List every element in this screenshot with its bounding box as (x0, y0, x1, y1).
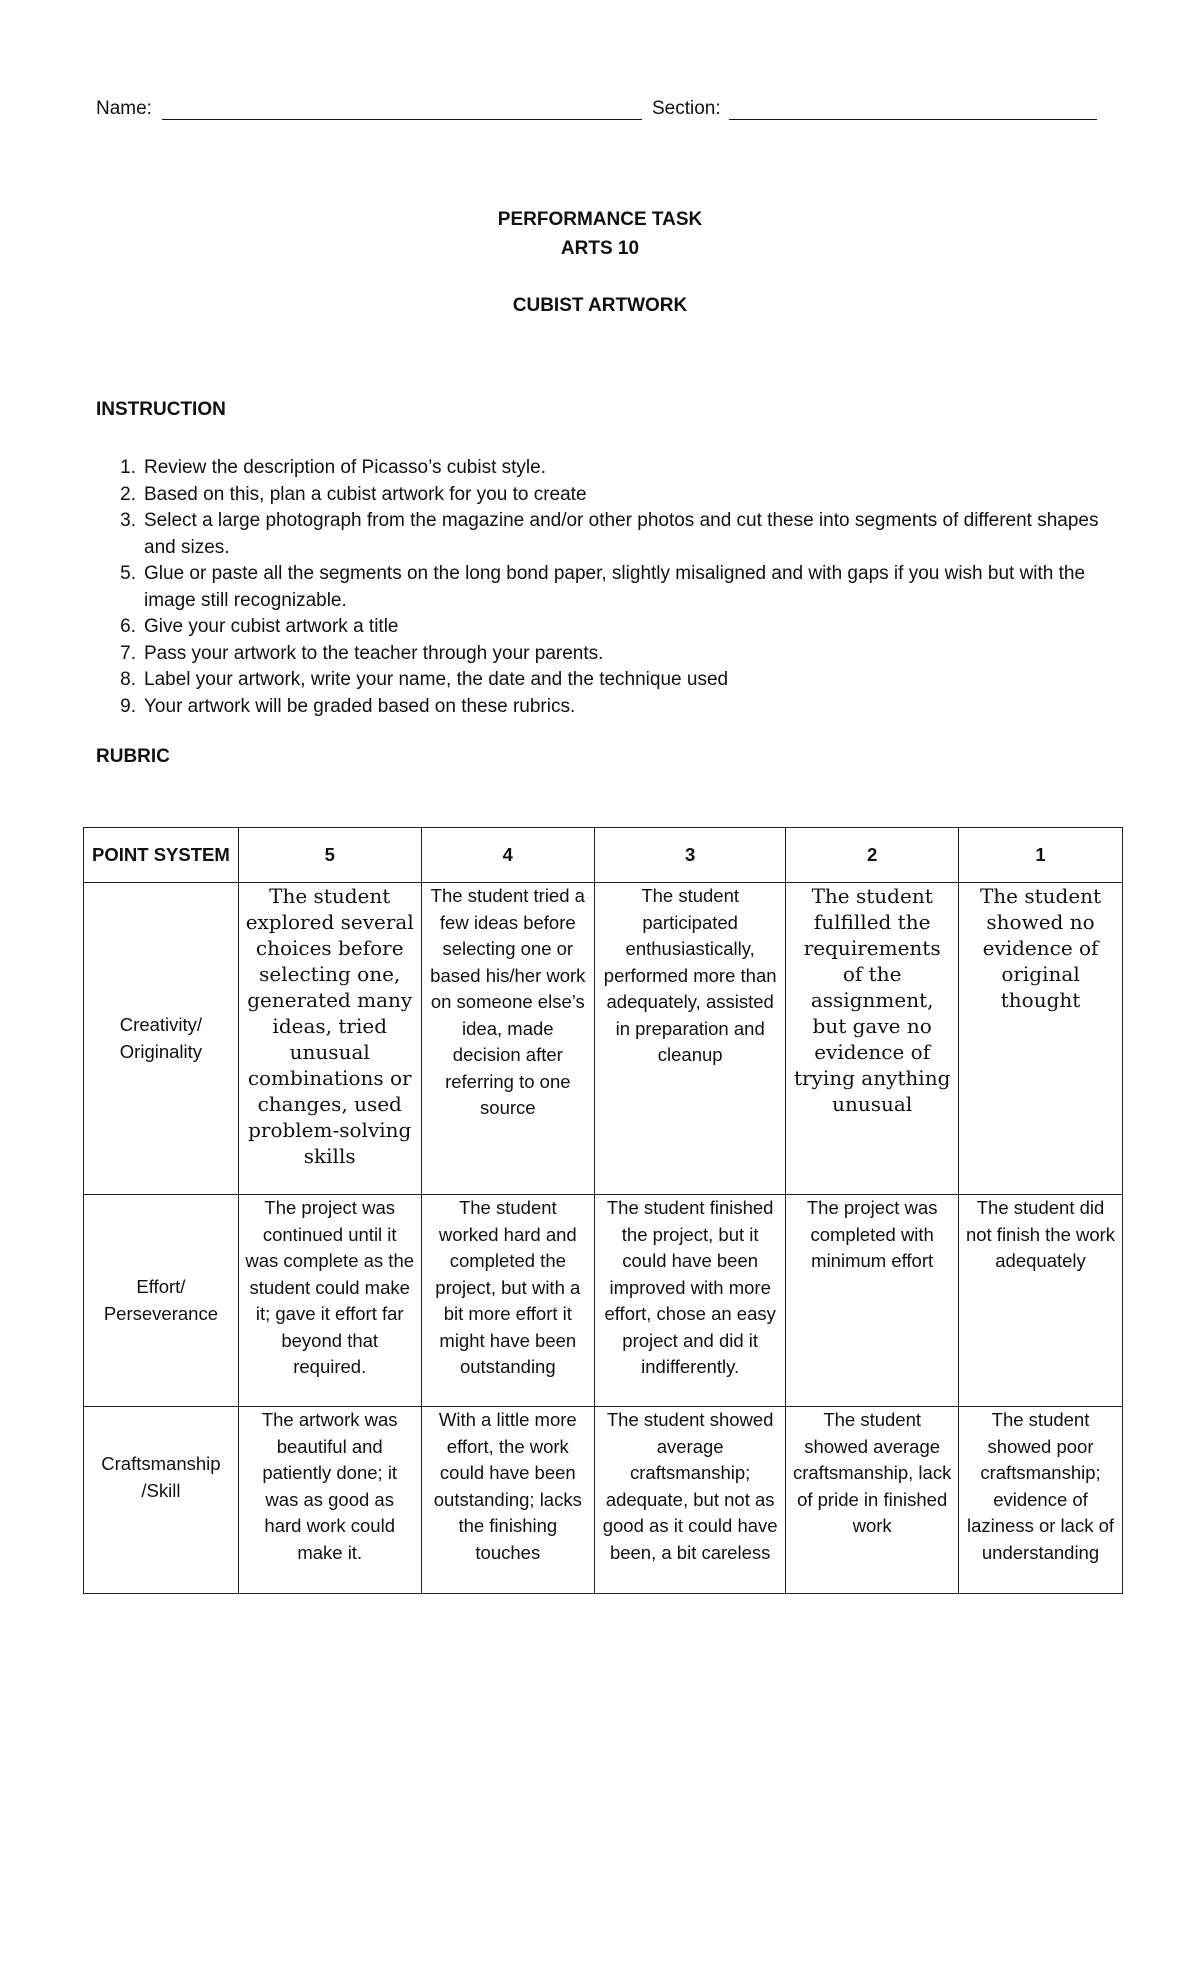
item-number: 9. (120, 695, 136, 717)
table-header-row (84, 828, 1123, 883)
rubric-cell: The artwork was beautiful and patiently done; it was as good as hard work could make it. (238, 1407, 421, 1594)
title-subject: ARTS 10 (560, 238, 640, 259)
item-number: 3. (120, 510, 136, 531)
item-number: 7. (120, 642, 136, 664)
criterion-cell: Effort/ Perseverance (84, 1195, 239, 1407)
title-artwork: CUBIST ARTWORK (512, 295, 688, 316)
rubric-cell: The student did not finish the work adequately (959, 1195, 1123, 1407)
item-number: 8. (120, 669, 136, 690)
item-text: Label your artwork, write your name, the date and the technique used (144, 669, 729, 690)
rubric-cell: The student tried a few ideas before selecting one or based his/her work on someone else’s idea, made decision after referring to one source (421, 883, 594, 1195)
rubric-cell: The student showed average craftsmanship; adequate, but not as good as it could have been, a bit careless (595, 1407, 786, 1594)
rubric-cell: The student worked hard and completed the project, but with a bit more effort it might have been outstanding (421, 1195, 594, 1407)
list-item (96, 694, 1106, 721)
instruction-list (96, 455, 1106, 720)
header-score-3: 3 (595, 828, 786, 883)
name-label: Name: (96, 98, 152, 119)
rubric-cell: The project was completed with minimum effort (786, 1195, 959, 1407)
list-item (96, 641, 1106, 668)
header-score-5: 5 (238, 828, 421, 883)
item-text: Select a large photograph from the magazine and/or other photos and cut these into segments of different shapes and sizes. (144, 510, 1099, 558)
rubric-cell: The project was continued until it was complete as the student could make it; gave it effort far beyond that required. (238, 1195, 421, 1407)
item-number: 1. (120, 457, 136, 478)
item-text: Based on this, plan a cubist artwork for you to create (144, 483, 587, 505)
list-item (96, 508, 1106, 561)
header-score-1: 1 (959, 828, 1123, 883)
item-number: 5. (120, 563, 136, 584)
header-score-4: 4 (421, 828, 594, 883)
criterion-cell: Creativity/ Originality (84, 883, 239, 1195)
rubric-cell: The student showed no evidence of original thought (959, 883, 1123, 1195)
item-text: Pass your artwork to the teacher through your parents. (144, 642, 604, 664)
rubric-cell: The student explored several choices before selecting one, generated many ideas, tried unusual combinations or changes, used problem-solving skills (238, 883, 421, 1195)
item-number: 6. (120, 616, 136, 637)
table-row (84, 1195, 1123, 1407)
section-label: Section: (651, 98, 721, 119)
instruction-heading: INSTRUCTION (96, 399, 226, 420)
rubric-cell: The student showed average craftsmanship, lack of pride in finished work (786, 1407, 959, 1594)
list-item (96, 561, 1106, 614)
table-row (84, 883, 1123, 1195)
list-item (96, 482, 1106, 509)
item-text: Your artwork will be graded based on these rubrics. (144, 695, 576, 717)
rubric-cell: The student fulfilled the requirements of the assignment, but gave no evidence of trying anything unusual (786, 883, 959, 1195)
header-point-system: POINT SYSTEM (84, 828, 239, 883)
section-blank (729, 101, 1097, 120)
name-section-line (96, 98, 1097, 120)
item-text: Give your cubist artwork a title (144, 616, 399, 637)
rubric-cell: The student finished the project, but it could have been improved with more effort, chose an easy project and did it indifferently. (595, 1195, 786, 1407)
table-row (84, 1407, 1123, 1594)
rubric-cell: With a little more effort, the work could have been outstanding; lacks the finishing touches (421, 1407, 594, 1594)
item-text: Glue or paste all the segments on the long bond paper, slightly misaligned and with gaps if you wish but with the image still recognizable. (144, 563, 1086, 611)
header-score-2: 2 (786, 828, 959, 883)
rubric-cell: The student participated enthusiastically, performed more than adequately, assisted in preparation and cleanup (595, 883, 786, 1195)
rubric-heading: RUBRIC (96, 746, 170, 767)
title-block (0, 205, 1200, 320)
rubric-cell: The student showed poor craftsmanship; evidence of laziness or lack of understanding (959, 1407, 1123, 1594)
item-text: Review the description of Picasso’s cubist style. (144, 457, 546, 478)
criterion-cell: Craftsmanship /Skill (84, 1407, 239, 1594)
name-blank (162, 101, 642, 120)
list-item (96, 455, 1106, 482)
list-item (96, 667, 1106, 694)
rubric-table (83, 827, 1123, 1594)
list-item (96, 614, 1106, 641)
item-number: 2. (120, 483, 136, 505)
title-performance-task: PERFORMANCE TASK (497, 209, 703, 230)
